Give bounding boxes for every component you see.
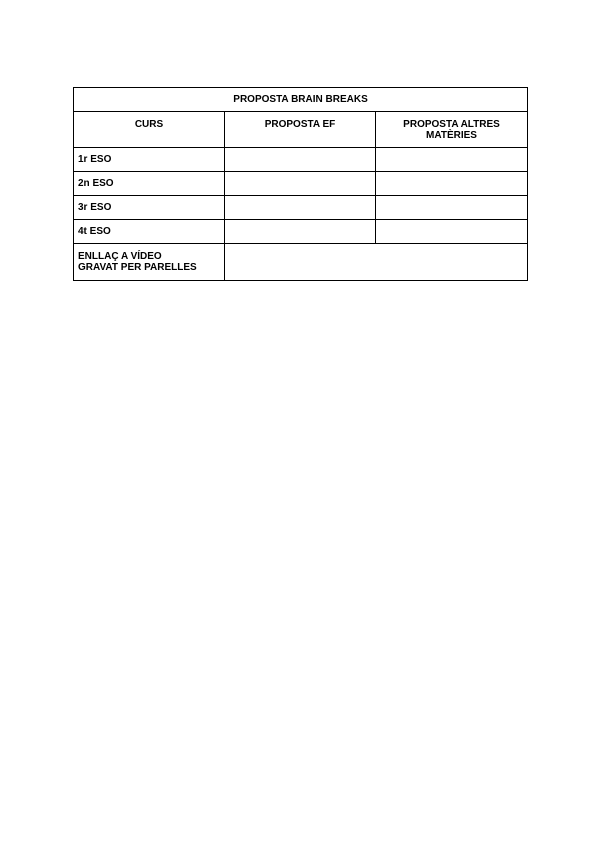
- course-cell: 4t ESO: [74, 220, 225, 244]
- course-cell: 3r ESO: [74, 196, 225, 220]
- ef-cell[interactable]: [225, 172, 376, 196]
- altres-cell[interactable]: [376, 220, 528, 244]
- ef-cell[interactable]: [225, 196, 376, 220]
- video-link-row: [74, 244, 528, 281]
- table-header-row: [74, 112, 528, 148]
- table-row: [74, 196, 528, 220]
- table-row: [74, 172, 528, 196]
- header-curs-label: CURS: [134, 119, 164, 130]
- brain-breaks-table: [73, 87, 528, 281]
- ef-cell[interactable]: [225, 220, 376, 244]
- course-cell: 1r ESO: [74, 148, 225, 172]
- table-row: [74, 148, 528, 172]
- table-row: [74, 220, 528, 244]
- video-link-label: ENLLAÇ A VÍDEO GRAVAT PER PARELLES: [78, 251, 197, 273]
- altres-cell[interactable]: [376, 148, 528, 172]
- header-proposta-altres: [376, 112, 528, 148]
- table-title-row: [74, 88, 528, 112]
- header-curs: [74, 112, 225, 148]
- video-link-label-cell: [74, 244, 225, 281]
- header-proposta-altres-label: PROPOSTA ALTRES MATÈRIES: [403, 119, 500, 141]
- course-cell: 2n ESO: [74, 172, 225, 196]
- header-proposta-ef: [225, 112, 376, 148]
- table-title: PROPOSTA BRAIN BREAKS: [74, 88, 528, 112]
- altres-cell[interactable]: [376, 172, 528, 196]
- video-link-value-cell[interactable]: [225, 244, 528, 281]
- ef-cell[interactable]: [225, 148, 376, 172]
- header-proposta-ef-label: PROPOSTA EF: [264, 119, 336, 130]
- altres-cell[interactable]: [376, 196, 528, 220]
